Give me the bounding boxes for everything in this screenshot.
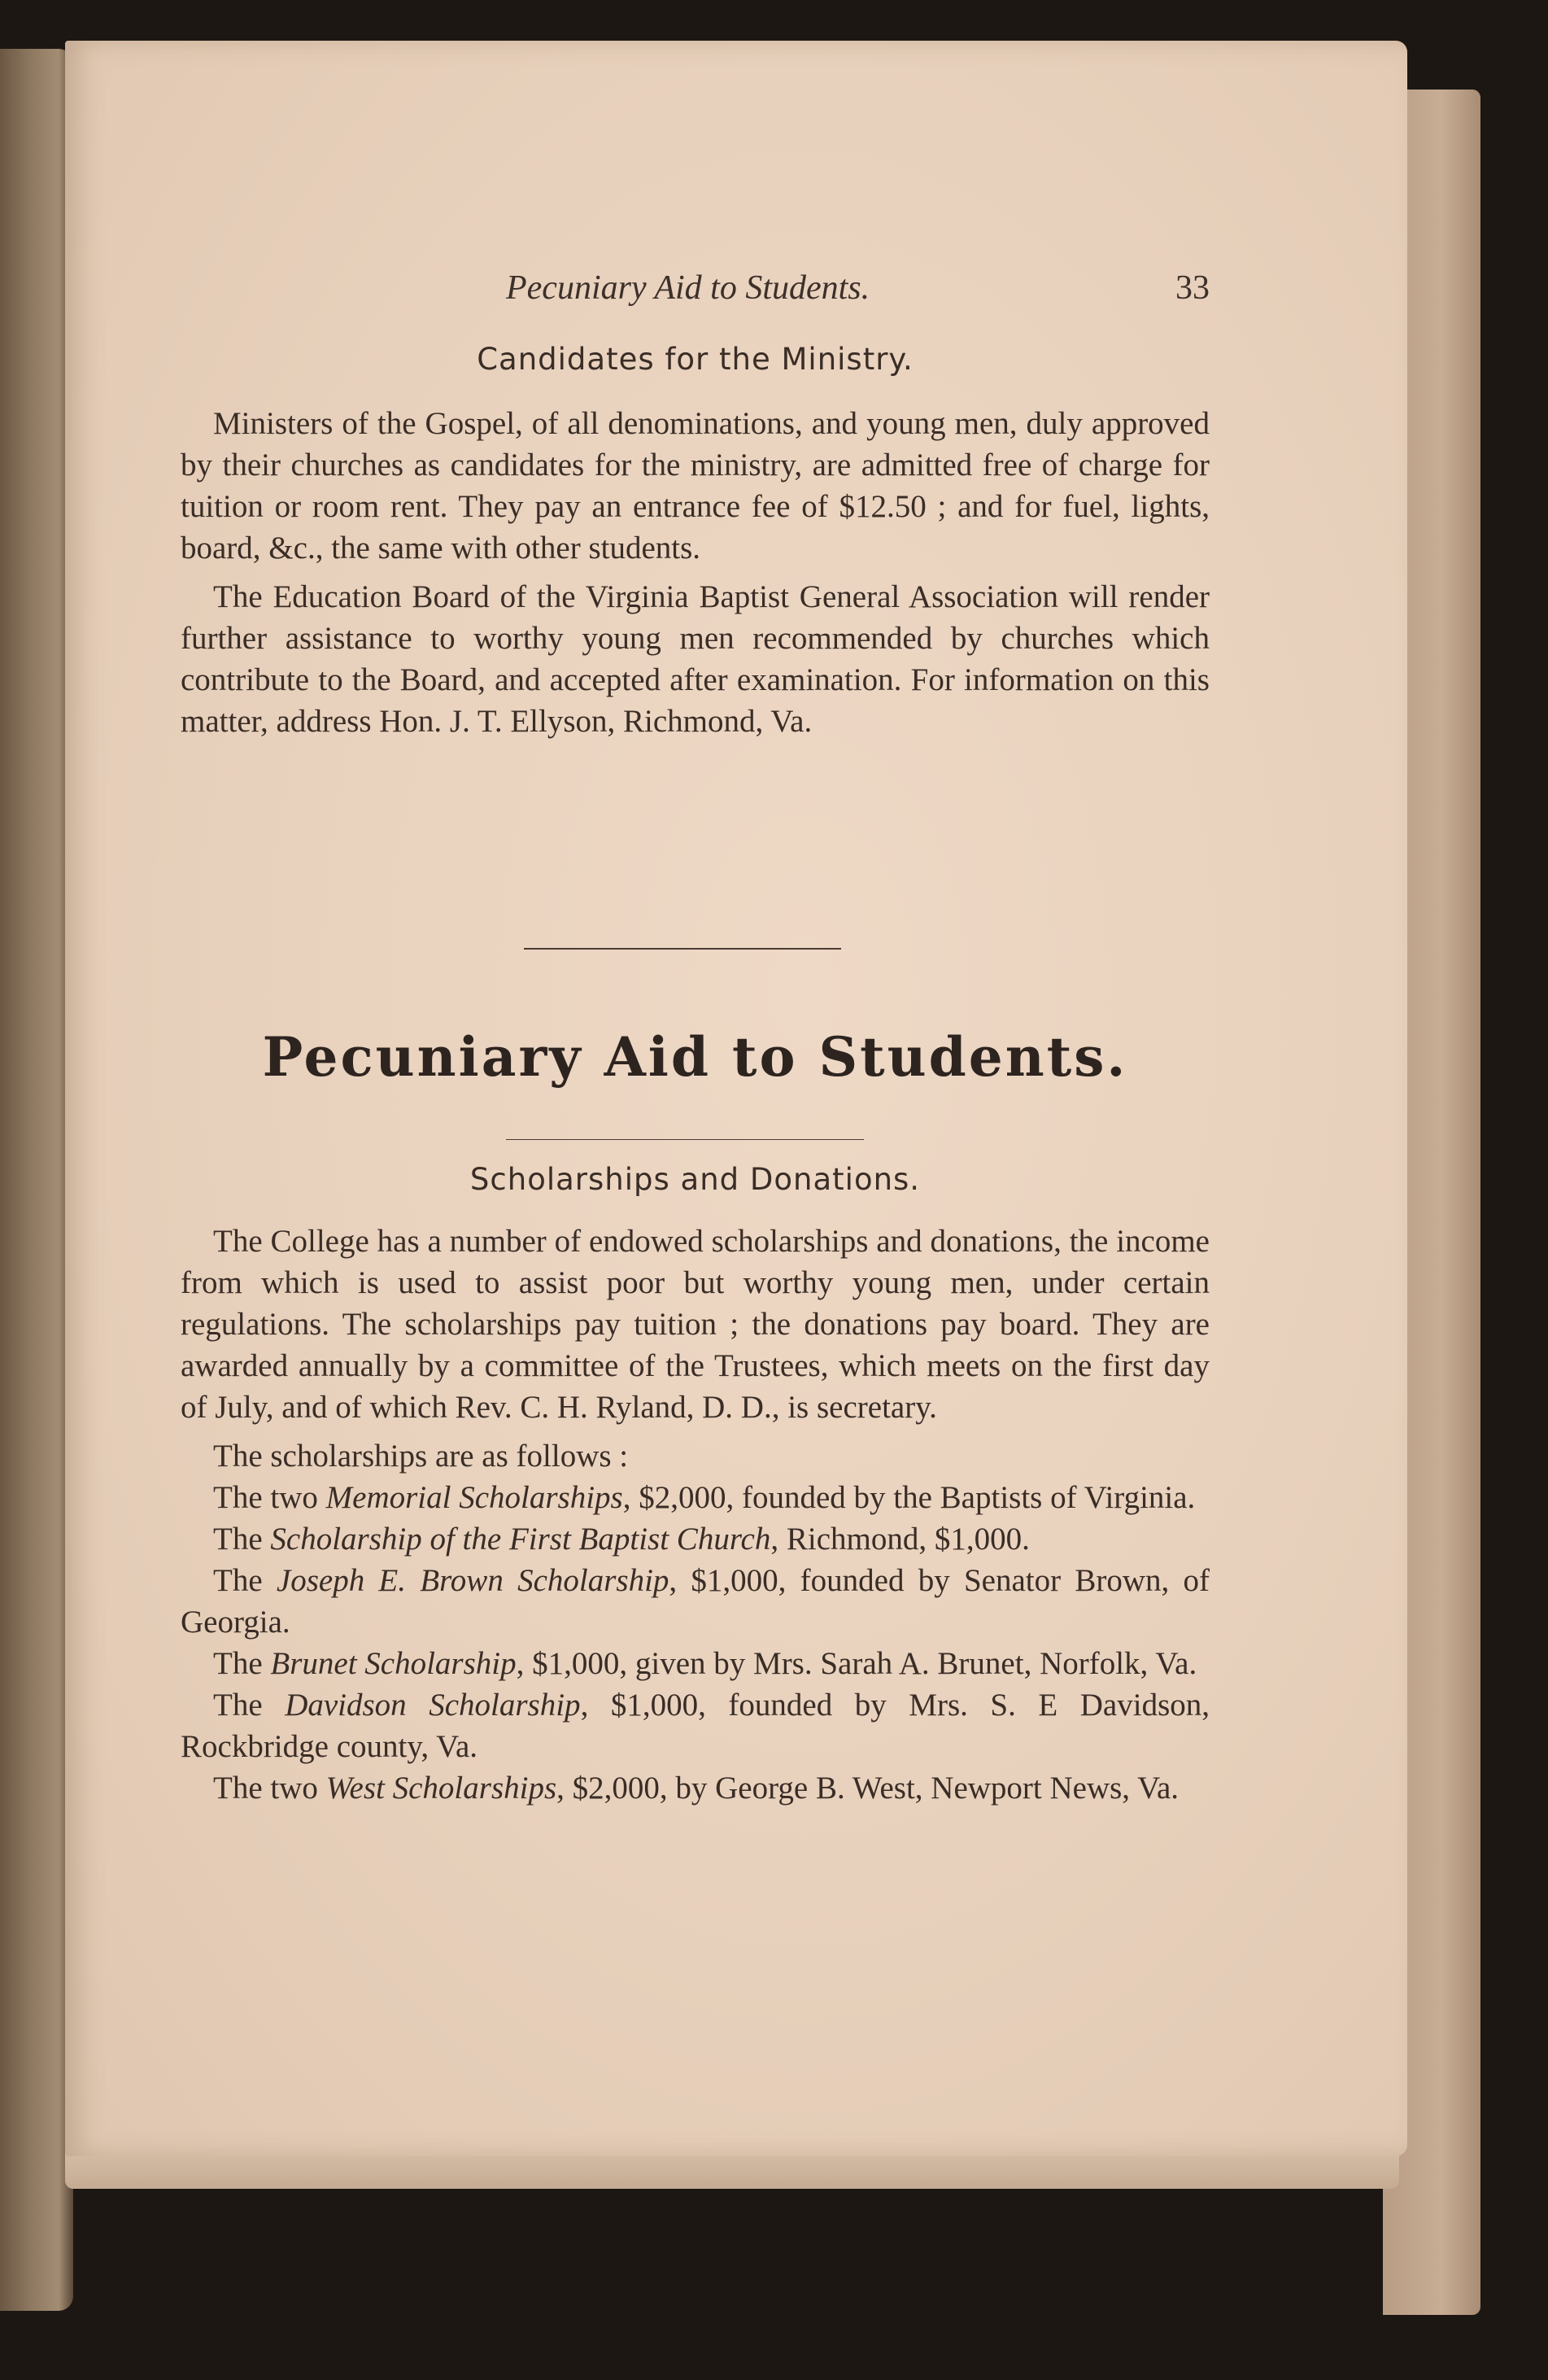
scholarship-name: Memorial Scholarships bbox=[325, 1480, 623, 1515]
list-item bbox=[181, 1643, 1210, 1684]
scholarship-name: West Scholarships bbox=[325, 1771, 557, 1806]
paragraph: The College has a number of endowed scholarships and donations, the income from which is used to assist poor but worthy young men, under certain regulations. The scholarships pay tuition ; the donations pay board. They are awarded annually by a committee of the Trustees, which meets on the first day of July, and of which Rev. C. H. Ryland, D. D., is secretary. bbox=[181, 1224, 1210, 1425]
entry-prefix: The bbox=[213, 1522, 271, 1557]
divider-rule bbox=[506, 1139, 864, 1140]
entry-prefix: The bbox=[213, 1563, 277, 1598]
entry-detail: , $1,000, founded by Mrs. S. E Davidson, Rockbridge county, Va. bbox=[181, 1688, 1210, 1764]
scholarship-name: Scholarship of the First Baptist Church bbox=[270, 1522, 771, 1557]
list-intro: The scholarships are as follows : bbox=[213, 1439, 629, 1474]
entry-detail: , $2,000, founded by the Baptists of Virginia. bbox=[622, 1480, 1196, 1515]
entry-detail: , Richmond, $1,000. bbox=[770, 1522, 1030, 1557]
entry-prefix: The bbox=[213, 1646, 271, 1681]
paragraph: The Education Board of the Virginia Baptist General Association will render further assistance to worthy young men recommended by churches which contribute to the Board, and accepted after examination. For information on this matter, address Hon. J. T. Ellyson, Richmond, Va. bbox=[181, 579, 1210, 739]
ministry-section-body bbox=[181, 403, 1210, 749]
list-item bbox=[181, 1518, 1210, 1560]
list-item bbox=[181, 1560, 1210, 1643]
scholarship-list bbox=[181, 1477, 1210, 1809]
entry-detail: , $2,000, by George B. West, Newport News, Va. bbox=[556, 1771, 1180, 1806]
list-item bbox=[181, 1684, 1210, 1767]
paragraph: Ministers of the Gospel, of all denominations, and young men, duly approved by their churches as candidates for the ministry, are admitted free of charge for tuition or room rent. They pay an entrance fee of $12.50 ; and for fuel, lights, board, &c., the same with other students. bbox=[181, 406, 1210, 566]
entry-detail: , $1,000, founded by Senator Brown, of Georgia. bbox=[181, 1563, 1210, 1640]
list-item bbox=[181, 1477, 1210, 1518]
page-number: 33 bbox=[1175, 269, 1210, 307]
scholarships-section-body bbox=[181, 1221, 1210, 1809]
scholarship-name: Brunet Scholarship bbox=[270, 1646, 517, 1681]
entry-prefix: The two bbox=[213, 1480, 326, 1515]
scholarship-name: Joseph E. Brown Scholarship bbox=[276, 1563, 669, 1598]
running-title: Pecuniary Aid to Students. bbox=[506, 269, 870, 307]
entry-detail: , $1,000, given by Mrs. Sarah A. Brunet, Norfolk, Va. bbox=[516, 1646, 1197, 1681]
page-main-title: Pecuniary Aid to Students. bbox=[262, 1025, 1128, 1089]
running-header bbox=[181, 269, 1210, 317]
section-heading-scholarships: Scholarships and Donations. bbox=[469, 1162, 921, 1197]
entry-prefix: The two bbox=[213, 1771, 326, 1806]
scholarship-name: Davidson Scholarship bbox=[285, 1688, 581, 1723]
entry-prefix: The bbox=[213, 1688, 286, 1723]
list-item bbox=[181, 1767, 1210, 1809]
divider-rule bbox=[524, 948, 841, 950]
book-page bbox=[65, 41, 1407, 2156]
left-page-edge bbox=[0, 49, 73, 2311]
section-heading-ministry: Candidates for the Ministry. bbox=[477, 342, 914, 377]
